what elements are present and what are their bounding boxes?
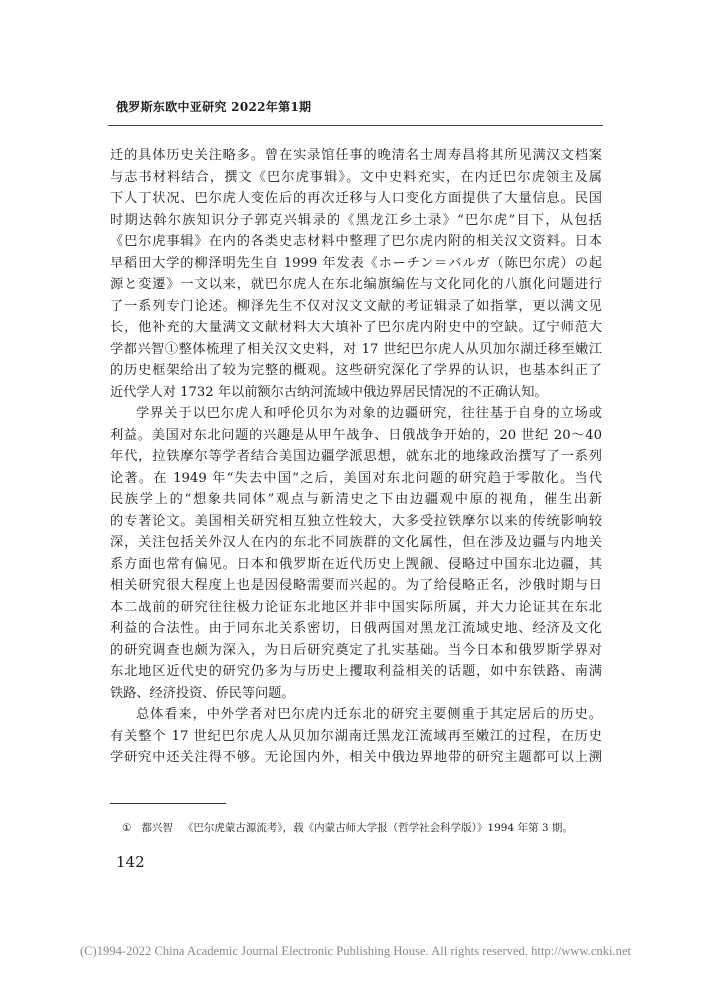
footnote (122, 820, 602, 835)
footnote-rule (110, 803, 226, 804)
paragraph-2 (110, 403, 602, 704)
text-line: 下人丁状况、巴尔虎人变佐后的再次迁移与人口变化方面提供了大量信息。民国 (110, 191, 602, 206)
text-line: 总体看来，中外学者对巴尔虎内迁东北的研究主要侧重于其定居后的历史。 (136, 707, 602, 722)
footnote-text: 《巴尔虎蒙古源流考》，载《内蒙古师大学报（哲学社会科学版）》1994 年第 3 期。 (182, 822, 573, 834)
text-line: 深，关注包括关外汉人在内的东北不同族群的文化属性，但在涉及边疆与内地关 (110, 535, 602, 550)
text-line: 了一系列专门论述。柳泽先生不仅对汉文文献的考证辑录了如指掌，更以满文见 (110, 298, 602, 314)
text-line: 学都兴智①整体梳理了相关汉文史料，对 17 世纪巴尔虎人从贝加尔湖迁移至嫩江 (110, 341, 602, 357)
text-line: 的研究调查也颇为深入，为日后研究奠定了扎实基础。当今日本和俄罗斯学界对 (110, 642, 602, 658)
text-line: 早稻田大学的柳泽明先生自 1999 年发表《ホーチン＝バルガ（陈巴尔虎）の起 (110, 255, 602, 271)
text-line: 近代学人对 1732 年以前额尔古纳河流域中俄边界居民情况的不正确认知。 (110, 384, 548, 400)
text-line: 东北地区近代史的研究仍多为与历史上攫取利益相关的话题，如中东铁路、南满 (110, 664, 602, 679)
paragraph-3 (110, 704, 602, 769)
text-line: 论著。在 1949 年“失去中国”之后，美国对东北问题的研究趋于零散化。当代 (110, 470, 602, 486)
text-line: 相关研究很大程度上也是因侵略需要而兴起的。为了给侵略正名，沙俄时期与日 (110, 578, 602, 593)
page-number: 142 (116, 853, 145, 871)
footnote-author: 都兴智 (141, 822, 173, 834)
text-line: 年代，拉铁摩尔等学者结合美国边疆学派思想，就东北的地缘政治撰写了一系列 (110, 449, 602, 464)
text-line: 本二战前的研究往往极力论证东北地区并非中国实际所属，并大力论证其在东北 (110, 599, 602, 615)
text-line: 学研究中还关注得不够。无论国内外，相关中俄边界地带的研究主题都可以上溯 (110, 750, 602, 765)
text-line: 时期达斡尔族知识分子郭克兴辑录的《黑龙江乡土录》“巴尔虎”目下，从包括 (110, 212, 602, 228)
text-line: 系方面也常有偏见。日本和俄罗斯在近代历史上觊觎、侵略过中国东北边疆，其 (110, 556, 602, 572)
header-rule (108, 125, 603, 126)
text-line: 学界关于以巴尔虎人和呼伦贝尔为对象的边疆研究，往往基于自身的立场或 (136, 406, 602, 421)
text-line: 的专著论文。美国相关研究相互独立性较大，大多受拉铁摩尔以来的传统影响较 (110, 513, 602, 529)
text-line: 利益。美国对东北问题的兴趣是从甲午战争、日俄战争开始的，20 世纪 20～40 (110, 427, 602, 443)
copyright-notice: (C)1994-2022 China Academic Journal Electronic Publishing House. All rights reserved. http://www.cnki.net (79, 944, 632, 958)
text-line: 《巴尔虎事辑》在内的各类史志材料中整理了巴尔虎内附的相关汉文资料。日本 (110, 234, 602, 249)
paragraph-1 (110, 145, 602, 403)
footnote-mark: ① (122, 822, 132, 834)
running-header: 俄罗斯东欧中亚研究 2022年第1期 (116, 100, 312, 114)
text-line: 的历史框架给出了较为完整的概观。这些研究深化了学界的认识，也基本纠正了 (110, 363, 602, 378)
text-line: 铁路、经济投资、侨民等问题。 (110, 685, 295, 701)
text-line: 民族学上的“想象共同体”观点与新清史之下由边疆观中原的视角，催生出新 (110, 492, 602, 507)
text-line: 与志书材料结合，撰文《巴尔虎事辑》。文中史料充实，在内迁巴尔虎领主及属 (110, 169, 602, 185)
text-line: 长，他补充的大量满文文献材料大大填补了巴尔虎内附史中的空缺。辽宁师范大 (110, 320, 602, 335)
text-line: 源と変遷》一文以来，就巴尔虎人在东北编旗编佐与文化同化的八旗化问题进行 (110, 277, 602, 292)
text-line: 有关整个 17 世纪巴尔虎人从贝加尔湖南迁黑龙江流域再至嫩江的过程，在历史 (110, 728, 602, 744)
text-line: 迁的具体历史关注略多。曾在实录馆任事的晚清名士周寿昌将其所见满汉文档案 (110, 148, 602, 163)
body-text (110, 145, 602, 769)
text-line: 利益的合法性。由于同东北关系密切，日俄两国对黑龙江流域史地、经济及文化 (110, 621, 602, 636)
